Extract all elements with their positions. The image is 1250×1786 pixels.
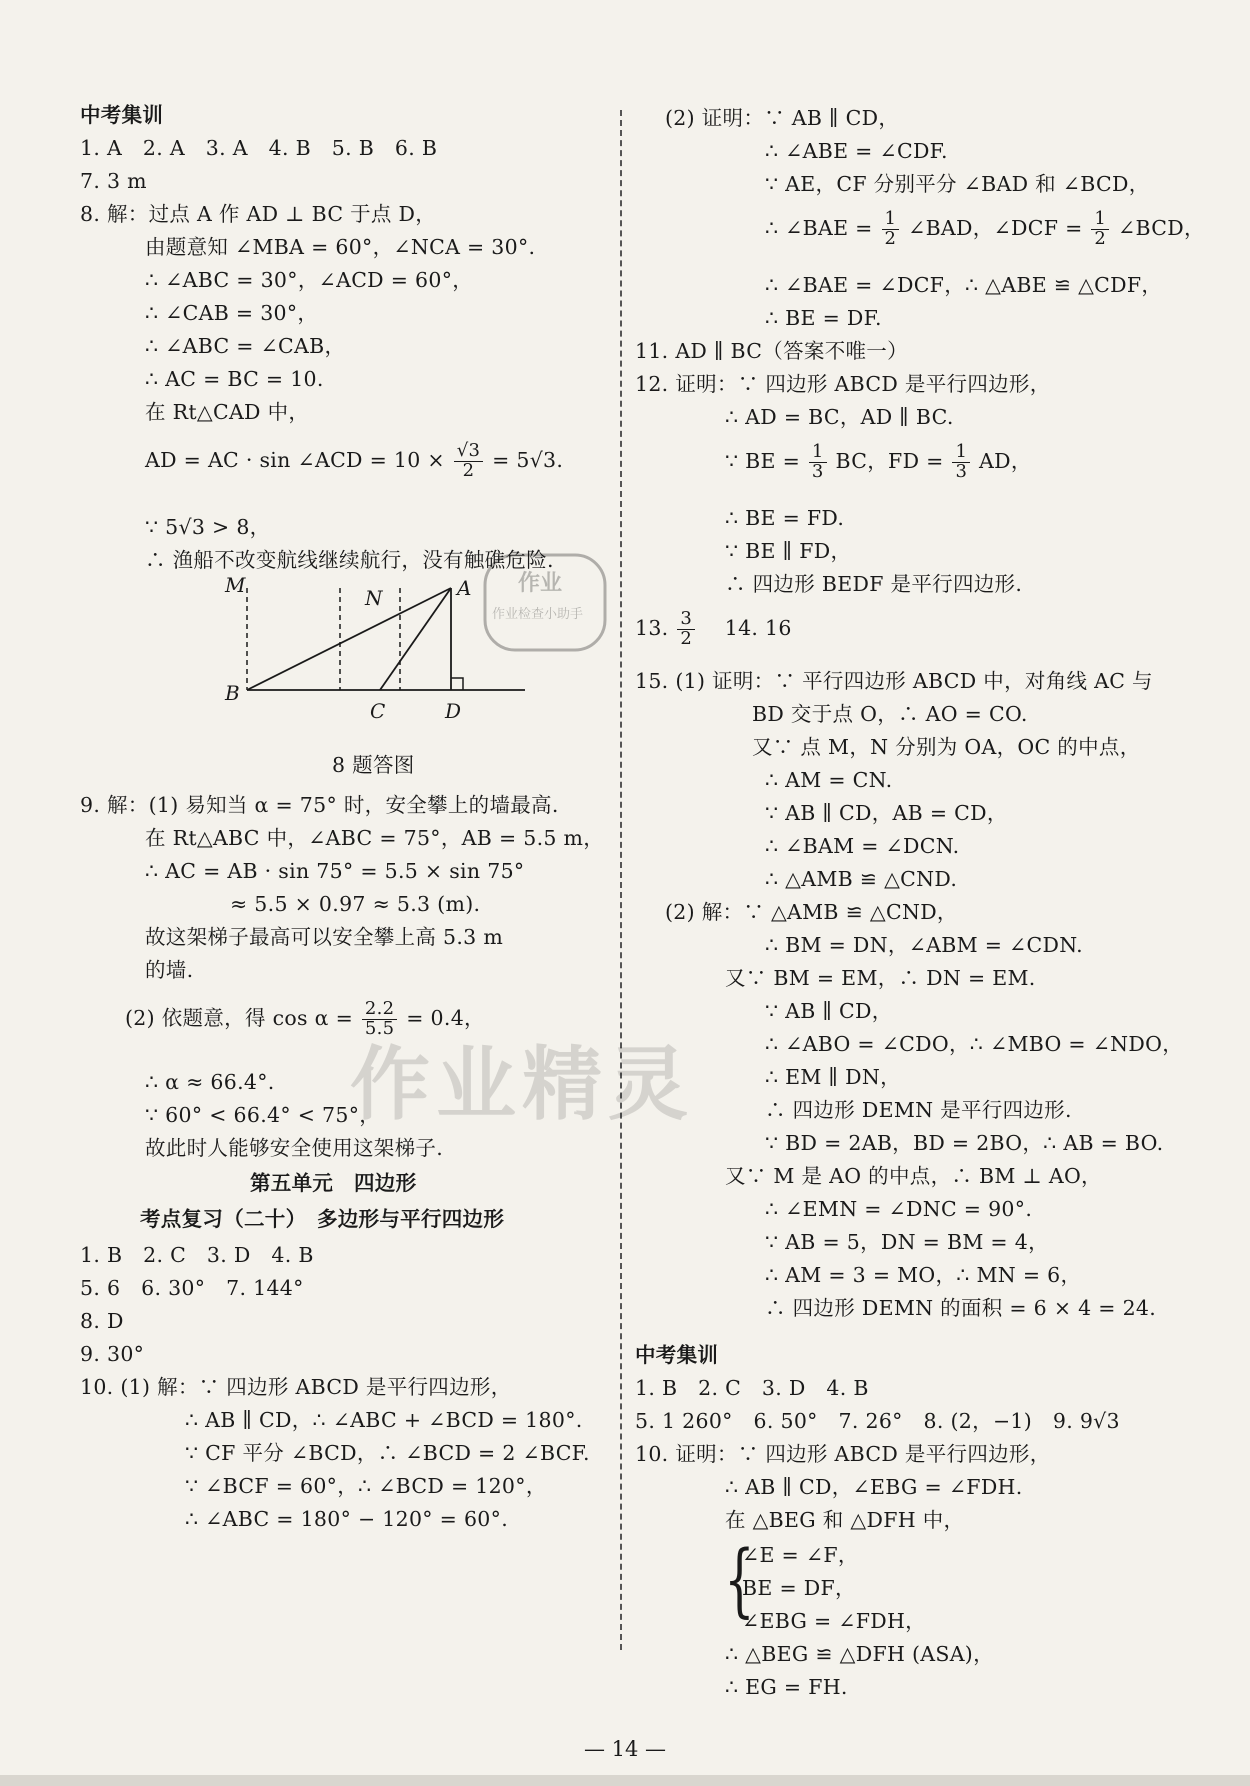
answer-line: 10. (1) 解：∵ 四边形 ABCD 是平行四边形，	[80, 1375, 512, 1399]
answer-line: ∵ 5√3 > 8，	[145, 515, 271, 539]
answer-line: ∵ AB = 5，DN = BM = 4，	[765, 1230, 1049, 1254]
answer-line: 9. 解：(1) 易知当 α = 75° 时，安全攀上的墙最高.	[80, 793, 559, 817]
label-b: B	[225, 681, 240, 705]
answer-line: ∴ ∠ABE = ∠CDF.	[765, 139, 948, 163]
answer-line: 15. (1) 证明：∵ 平行四边形 ABCD 中，对角线 AC 与	[635, 669, 1153, 693]
answer-line: 1. B 2. C 3. D 4. B	[635, 1376, 869, 1400]
answer-line: 由题意知 ∠MBA = 60°，∠NCA = 30°.	[145, 235, 536, 259]
fraction: $\frac{1}{3}$	[809, 443, 827, 482]
answer-line: 的墙.	[145, 958, 194, 982]
answer-line-fraction: AD = AC · sin ∠ACD = 10 × $\frac{√3}{2}$ = 5√3.	[145, 440, 564, 481]
answer-line: ∴ EG = FH.	[725, 1675, 848, 1699]
answer-line: (2) 解：∵ △AMB ≌ △CND，	[665, 900, 958, 924]
answer-line: (2) 证明：∵ AB ∥ CD，	[665, 106, 900, 130]
answer-line: ∴ α ≈ 66.4°.	[145, 1070, 275, 1094]
answer-line: ∴ AC = BC = 10.	[145, 367, 324, 391]
label-n: N	[365, 586, 383, 610]
answer-line: ∴ AC = AB · sin 75° = 5.5 × sin 75°	[145, 859, 525, 883]
answer-line: ∵ CF 平分 ∠BCD，∴ ∠BCD = 2 ∠BCF.	[185, 1441, 590, 1465]
answer-line: ∵ BE ∥ FD，	[725, 539, 852, 563]
answer-line: ∴ AB ∥ CD，∴ ∠ABC + ∠BCD = 180°.	[185, 1408, 583, 1432]
label-d: D	[445, 699, 462, 723]
answer-line: ∵ 60° < 66.4° < 75°，	[145, 1103, 381, 1127]
answer-line: ∴ 四边形 DEMN 的面积 = 6 × 4 = 24.	[765, 1296, 1157, 1320]
answer-line: 8. D	[80, 1309, 124, 1333]
answer-line: ∴ ∠ABC = 180° − 120° = 60°.	[185, 1507, 509, 1531]
fraction: $\frac{2.2}{5.5}$	[362, 1000, 398, 1039]
answer-line: ∴ ∠ABO = ∠CDO，∴ ∠MBO = ∠NDO，	[765, 1032, 1184, 1056]
answer-line: 1. A 2. A 3. A 4. B 5. B 6. B	[80, 136, 438, 160]
answer-line: 又∵ M 是 AO 的中点，∴ BM ⊥ AO，	[725, 1164, 1102, 1188]
answer-line: ∴ BM = DN，∠ABM = ∠CDN.	[765, 933, 1083, 957]
answer-line: ≈ 5.5 × 0.97 ≈ 5.3 (m).	[230, 892, 481, 916]
answer-line: BD 交于点 O，∴ AO = CO.	[752, 702, 1028, 726]
answer-line: ∵ AB ∥ CD，	[765, 999, 893, 1023]
answer-line: ∵ AB ∥ CD，AB = CD，	[765, 801, 1008, 825]
fraction: $\frac{1}{2}$	[1091, 210, 1109, 249]
answer-line: 11. AD ∥ BC（答案不唯一）	[635, 339, 908, 363]
fraction: $\frac{1}{2}$	[882, 210, 900, 249]
answer-line: ∴ ∠BAM = ∠DCN.	[765, 834, 960, 858]
svg-text:作业检查小助手: 作业检查小助手	[492, 607, 584, 622]
label-m: M	[225, 573, 246, 597]
segment-ca	[380, 588, 451, 690]
answer-line-fraction: ∴ ∠BAE = $\frac{1}{2}$ ∠BAD，∠DCF = $\frac{1}{2}$ ∠BCD，	[765, 208, 1205, 249]
answer-line: ∴ 渔船不改变航线继续航行，没有触礁危险.	[145, 548, 554, 572]
answer-line: ∴ 四边形 DEMN 是平行四边形.	[765, 1098, 1072, 1122]
bottom-band	[0, 1775, 1250, 1786]
answer-line: 7. 3 m	[80, 169, 147, 193]
answer-line: ∴ ∠ABC = ∠CAB，	[145, 334, 346, 358]
label-a: A	[457, 576, 472, 600]
answer-line: ∴ ∠EMN = ∠DNC = 90°.	[765, 1197, 1033, 1221]
label-c: C	[370, 699, 386, 723]
segment-ba	[247, 588, 451, 690]
answer-line: 1. B 2. C 3. D 4. B	[80, 1243, 314, 1267]
answer-line: ∴ △AMB ≌ △CND.	[765, 867, 958, 891]
answer-line: ∵ ∠BCF = 60°，∴ ∠BCD = 120°，	[185, 1474, 547, 1498]
watermark-text: 作业精灵	[350, 1038, 694, 1131]
answer-line: ∴ AM = 3 = MO，∴ MN = 6，	[765, 1263, 1082, 1287]
answer-line: 10. 证明：∵ 四边形 ABCD 是平行四边形，	[635, 1442, 1051, 1466]
answer-line-fraction: (2) 依题意，得 cos α = $\frac{2.2}{5.5}$ = 0.4，	[125, 998, 485, 1039]
answer-line: ∴ BE = DF.	[765, 306, 882, 330]
answer-line: 8. 解：过点 A 作 AD ⊥ BC 于点 D，	[80, 202, 437, 226]
fraction: $\frac{√3}{2}$	[454, 442, 484, 481]
page-number: — 14 —	[583, 1737, 667, 1761]
answer-line: 12. 证明：∵ 四边形 ABCD 是平行四边形，	[635, 372, 1051, 396]
answer-line: 在 Rt△CAD 中，	[145, 400, 310, 424]
answer-line: ∴ BE = FD.	[725, 506, 845, 530]
section-title: 中考集训	[80, 103, 164, 127]
column-divider	[620, 110, 622, 1650]
svg-text:作业: 作业	[518, 571, 563, 596]
answer-line: ∴ AB ∥ CD，∠EBG = ∠FDH.	[725, 1475, 1023, 1499]
left-brace: {	[724, 1533, 755, 1626]
answer-line: ∴ △BEG ≌ △DFH (ASA)，	[725, 1642, 994, 1666]
fraction: $\frac{3}{2}$	[677, 610, 695, 649]
answer-line-fraction: ∵ BE = $\frac{1}{3}$ BC，FD = $\frac{1}{3}$ AD，	[725, 441, 1032, 482]
answer-line: 故这架梯子最高可以安全攀上高 5.3 m	[145, 925, 504, 949]
answer-line: ∴ AD = BC，AD ∥ BC.	[725, 405, 954, 429]
review-title: 考点复习（二十） 多边形与平行四边形	[140, 1207, 505, 1231]
answer-line: BE = DF，	[742, 1576, 856, 1600]
answer-line: ∴ ∠ABC = 30°，∠ACD = 60°，	[145, 268, 474, 292]
answer-line: 又∵ 点 M，N 分别为 OA，OC 的中点，	[752, 735, 1141, 759]
answer-line: 又∵ BM = EM，∴ DN = EM.	[725, 966, 1036, 990]
right-angle-mark	[451, 678, 463, 690]
figure-caption: 8 题答图	[332, 753, 415, 777]
unit-title: 第五单元 四边形	[250, 1171, 417, 1195]
fraction: $\frac{1}{3}$	[952, 443, 970, 482]
answer-line: 在 △BEG 和 △DFH 中，	[725, 1508, 965, 1532]
answer-line: ∵ BD = 2AB，BD = 2BO，∴ AB = BO.	[765, 1131, 1164, 1155]
answer-line: 5. 6 6. 30° 7. 144°	[80, 1276, 304, 1300]
stamp-watermark	[470, 530, 620, 680]
answer-line: ∴ AM = CN.	[765, 768, 893, 792]
answer-line: ∴ 四边形 BEDF 是平行四边形.	[725, 572, 1023, 596]
answer-line: ∴ ∠BAE = ∠DCF，∴ △ABE ≌ △CDF，	[765, 273, 1163, 297]
answer-line: ∠E = ∠F，	[742, 1543, 859, 1567]
section-title: 中考集训	[635, 1343, 719, 1367]
answer-line-fraction: 13. $\frac{3}{2}$ 14. 16	[635, 608, 792, 649]
answer-line: ∵ AE，CF 分别平分 ∠BAD 和 ∠BCD，	[765, 172, 1150, 196]
answer-line: 5. 1 260° 6. 50° 7. 26° 8. (2，−1) 9. 9√3	[635, 1409, 1120, 1433]
answer-line: ∴ EM ∥ DN，	[765, 1065, 901, 1089]
answer-line: ∠EBG = ∠FDH，	[742, 1609, 926, 1633]
answer-line: 故此时人能够安全使用这架梯子.	[145, 1136, 444, 1160]
answer-line: ∴ ∠CAB = 30°，	[145, 301, 319, 325]
answer-line: 9. 30°	[80, 1342, 145, 1366]
answer-line: 在 Rt△ABC 中，∠ABC = 75°，AB = 5.5 m，	[145, 826, 605, 850]
